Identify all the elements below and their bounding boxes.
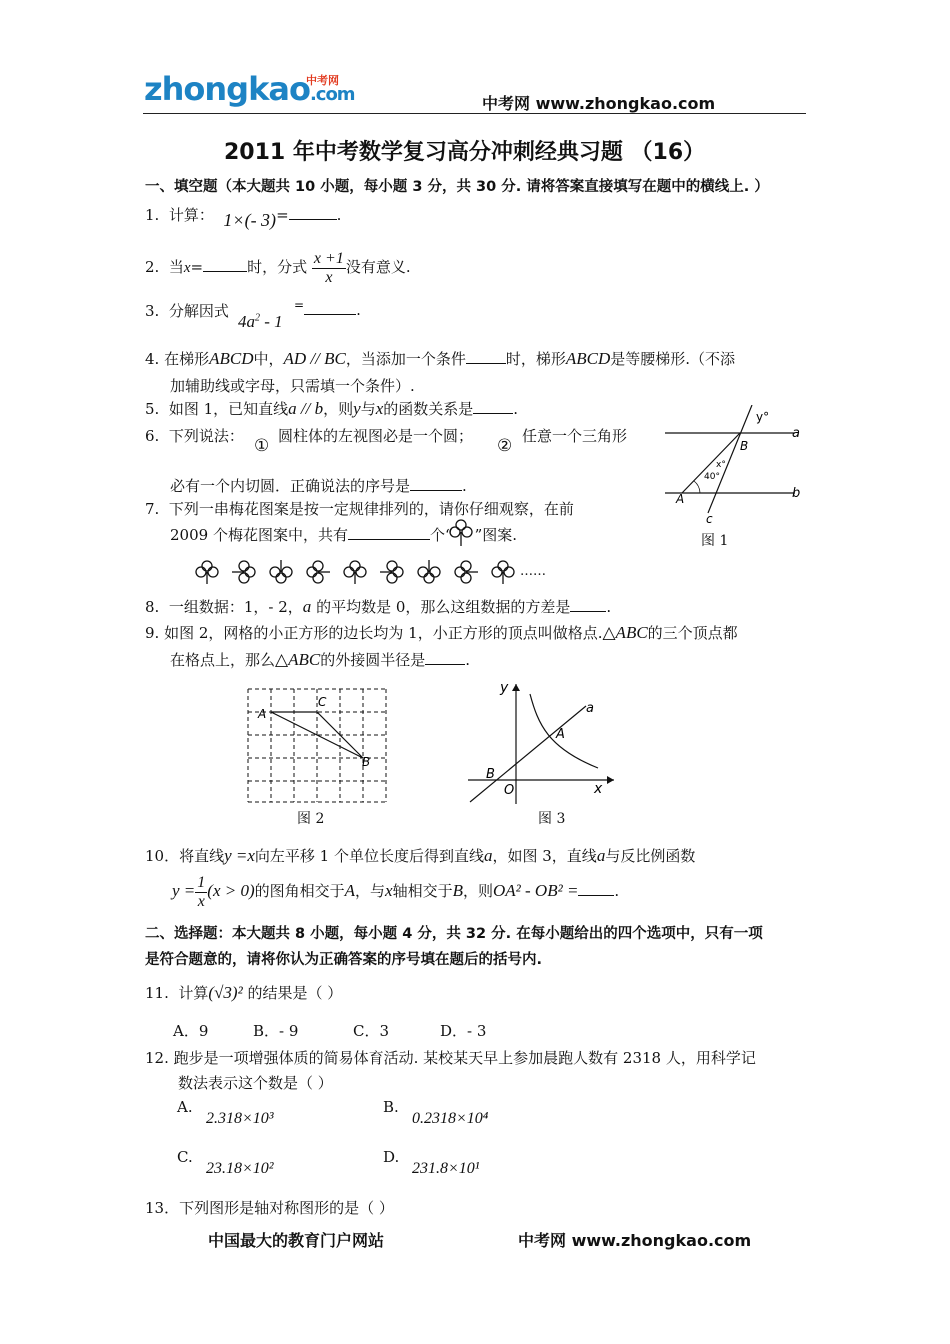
q3-eq: = [294,298,305,312]
q6-circle-2: ② [497,436,513,456]
q5-num: 5. [145,400,160,418]
q11-num: 11. [145,984,169,1002]
q3-end: . [356,301,361,319]
question-10 [145,845,695,866]
header-rule [143,113,806,114]
logo-com-text: .com [309,84,355,105]
fig3-y-arrow [512,684,520,691]
q11-option-b[interactable]: B．- 9 [253,1022,299,1040]
q4-line2: 加辅助线或字母，只需填一个条件）. [170,377,415,395]
q12-option-b[interactable]: 0.2318×10⁴ [412,1110,489,1127]
q8-var: a [302,597,312,616]
q4-answer-blank[interactable] [466,349,506,364]
question-7 [145,498,574,519]
header-site: 中考网 www.zhongkao.com [482,94,716,113]
q12-option-c[interactable]: 23.18×10² [206,1160,274,1177]
flower-pattern-icon [232,561,255,583]
section2-heading-line1: 二、选择题：本大题共 8 小题，每小题 4 分，共 32 分. 在每小题给出的四个选项中，只有一项 [145,926,763,942]
q6-end: . [462,477,467,495]
q2-frac-den: x [325,268,333,286]
q10-answer-blank[interactable] [578,881,614,896]
question-12: 12. 跑步是一项增强体质的简易体育活动. 某校某天早上参加晨跑人数有 2318 人，用科学记 [145,1049,756,1067]
q7-inline-flower-icon [448,518,474,548]
q10-B: B [452,881,463,901]
question-9 [145,622,738,643]
q3-exp: 2 [255,312,260,324]
q6-num: 6. [145,427,160,445]
q11-text-a: 计算 [178,984,209,1002]
q3-answer-blank[interactable] [304,300,356,315]
q4-text-a: 4. 在梯形 [145,350,210,368]
q5-answer-blank[interactable] [473,399,513,414]
q6-answer-blank[interactable] [410,476,462,491]
question-11 [145,982,342,1003]
question-8 [145,596,611,617]
q9-line1-a: 9. 如图 2，网格的小正方形的边长均为 1，小正方形的顶点叫做格点. [145,624,603,642]
section1-heading: 一、填空题（本大题共 10 小题，每小题 3 分，共 30 分. 请将答案直接填写在题中的横线上. ） [145,179,769,195]
q4-abcd-2: ABCD [565,349,611,368]
fig1-segment-ab [682,433,740,493]
flower-pattern-icon [307,561,330,583]
q4-text-d: 时，梯形 [505,350,566,368]
question-5 [145,398,518,419]
flower-pattern-icon [418,560,440,583]
q10-x: x [385,881,393,901]
flower-pattern-icon [455,561,478,583]
fig1-label-A: A [676,492,685,506]
q3-answer [294,300,361,319]
section2-heading-line2: 是符合题意的，请将你认为正确答案的序号填在题后的括号内. [145,952,543,968]
q10-end: . [614,882,620,901]
q11-expr: (√3)² [208,983,243,1002]
q7-num: 7. [145,500,160,518]
q7-line2-b: 个“ [429,526,453,544]
q10-fraction [195,874,207,910]
q10-line2-c: 轴相交于 [392,882,453,901]
logo-cn-text: 中考网 [306,74,339,87]
q9-tri: △ABC [602,623,648,642]
q10-a: a [484,846,493,865]
q6-text-c: 任意一个三角形 [522,427,628,445]
q10-line2-b: ，与 [355,882,386,901]
q10-A: A [344,881,356,901]
q12-option-b-label[interactable]: B. [383,1098,399,1116]
q1-num: 1. [145,206,160,224]
q2-answer-blank[interactable] [203,257,247,272]
q5-text-c: 与 [360,400,376,418]
q7-flower-sequence [192,556,532,590]
q1-expr: 1×(- 3) [223,210,277,230]
q10-a-2: a [596,846,606,865]
fig1-label-x: x° [716,460,726,470]
flower-pattern-icon [492,561,514,584]
q7-line2-a: 2009 个梅花图案中，共有 [170,526,348,544]
footer-right: 中考网 www.zhongkao.com [518,1231,752,1250]
q8-text-b: 的平均数是 0，那么这组数据的方差是 [316,598,571,616]
q3-rest: - 1 [260,312,283,331]
q8-num: 8. [145,598,160,616]
q3-text: 分解因式 [168,302,229,320]
fig3-line-a [470,706,586,802]
fig3-label-y: y [500,680,509,696]
fig1-label-a: a [792,426,800,441]
question-3 [145,300,229,321]
fig2-caption: 图 2 [297,811,325,827]
fig2-label-C: C [318,695,327,709]
fig2-label-B: B [362,755,371,769]
question-1 [145,204,342,230]
q8-answer-blank[interactable] [570,597,606,612]
q1-answer-blank[interactable] [289,205,337,220]
flower-pattern-icon [380,561,403,583]
q12-line2: 数法表示这个数是（ ） [178,1074,333,1092]
q2-frac-num: x +1 [313,250,344,267]
q11-option-d[interactable]: D．- 3 [440,1022,487,1040]
q5-y: y [353,399,361,418]
q5-ab: a // b [288,399,324,418]
flower-pattern-icon [270,560,292,583]
fig1-label-b: b [792,486,801,501]
q6-text-a: 下列说法： [168,427,244,445]
fig1-label-B: B [740,439,749,453]
q10-line1-c: ，如图 3，直线 [492,847,597,865]
footer-left: 中国最大的教育门户网站 [208,1231,385,1250]
question-2 [145,250,411,286]
q2-mid: 时，分式 [247,258,308,277]
q7-ellipsis: …… [520,564,546,579]
fig3-label-O: O [504,783,515,798]
q10-cond: (x > 0) [207,881,255,901]
q10-y-eq: y = [172,881,196,901]
q2-pre: 当 [168,258,184,277]
q6-line2 [170,475,467,496]
q6-line2-text: 必有一个内切圆．正确说法的序号是 [170,477,411,495]
q10-line2 [172,874,619,910]
q10-line1-d: 与反比例函数 [605,847,696,865]
q3-num: 3. [145,302,160,320]
q5-end: . [513,400,519,418]
fig1-caption: 图 1 [701,533,729,549]
fig3-x-arrow [607,776,614,784]
q12-option-c-label[interactable]: C. [177,1148,193,1166]
q11-option-c[interactable]: C．3 [353,1022,390,1040]
q10-line2-a: 的图角相交于 [254,882,345,901]
q10-line1-b: 向左平移 1 个单位长度后得到直线 [254,847,484,865]
q4-ad-bc: AD // BC [283,349,346,368]
flower-pattern-icon [344,561,366,584]
q7-answer-blank[interactable] [348,525,430,540]
fig1-label-y: y° [756,410,770,424]
fig1-angle-arc [694,481,700,493]
q2-post: 没有意义. [345,258,411,277]
figure-3 [464,676,624,808]
q4-text-c: ，当添加一个条件 [345,350,466,368]
fig3-label-x: x [594,781,603,797]
q5-text-b: ，则 [323,400,354,418]
q4-abcd: ABCD [209,349,254,368]
q10-eq1: y =x [224,846,255,865]
q9-line1-b: 的三个顶点都 [647,624,738,642]
q9-tri-2: △ABC [275,650,321,669]
fig2-grid [248,689,386,802]
q9-line2 [170,649,470,670]
fig3-caption: 图 3 [538,811,566,827]
q2-var: x [183,260,191,277]
q9-line2-b: 的外接圆半径是 [320,651,426,669]
q2-fraction [312,250,346,286]
q5-text-a: 如图 1，已知直线 [168,400,289,418]
q9-end: . [465,651,470,669]
q10-expr: OA² - OB² = [493,881,579,901]
q9-line2-a: 在格点上，那么 [170,651,276,669]
flower-pattern-icon [196,561,218,584]
fig3-label-A: A [556,727,565,742]
q7-line1: 下列一串梅花图案是按一定规律排列的，请你仔细观察，在前 [168,500,574,518]
q6-text-b: 圆柱体的左视图必是一个圆； [278,427,474,445]
logo-main-text: zhongkao [144,70,310,108]
q10-line2-d: ，则 [463,882,494,901]
q6-circle-1: ① [254,436,270,456]
q12-option-d[interactable]: 231.8×10¹ [412,1160,480,1177]
question-4 [145,348,735,369]
q8-end: . [606,598,612,616]
q5-text-d: 的函数关系是 [383,400,474,418]
q3-expr: 4a [238,312,255,331]
q9-answer-blank[interactable] [425,650,465,665]
q8-text-a: 一组数据：1，- 2， [168,598,303,616]
q12-option-a[interactable]: 2.318×10³ [206,1110,274,1127]
q12-option-a-label[interactable]: A. [177,1098,193,1116]
q11-option-a[interactable]: A．9 [173,1022,209,1040]
question-6 [145,425,244,446]
q1-eq: = [276,206,289,224]
q1-text: 计算： [168,206,214,224]
figure-1 [660,405,810,555]
q2-eq: = [190,258,204,277]
q11-text-b: 的结果是（ ） [247,984,343,1002]
fig2-label-A: A [258,707,267,721]
question-13: 13．下列图形是轴对称图形的是（ ） [145,1199,394,1217]
q1-end: . [336,206,342,224]
q10-line1-a: 10．将直线 [145,847,225,865]
q7-line2-c: ”图案. [474,526,518,544]
q2-num: 2. [145,258,160,277]
fig1-label-c: c [706,512,713,526]
q10-frac-den: x [197,892,205,910]
fig3-label-B: B [486,767,495,782]
q4-text-e: 是等腰梯形.（不添 [610,350,736,368]
figure-2 [240,684,390,808]
q5-x: x [375,399,384,418]
q12-option-d-label[interactable]: D. [383,1148,400,1166]
fig1-label-40: 40° [704,472,720,482]
q4-text-b: 中， [253,350,284,368]
fig3-label-a: a [586,701,594,716]
q3-expr-block [238,312,283,332]
page-title: 2011 年中考数学复习高分冲刺经典习题 （16） [224,140,706,165]
q10-frac-num: 1 [197,874,206,891]
